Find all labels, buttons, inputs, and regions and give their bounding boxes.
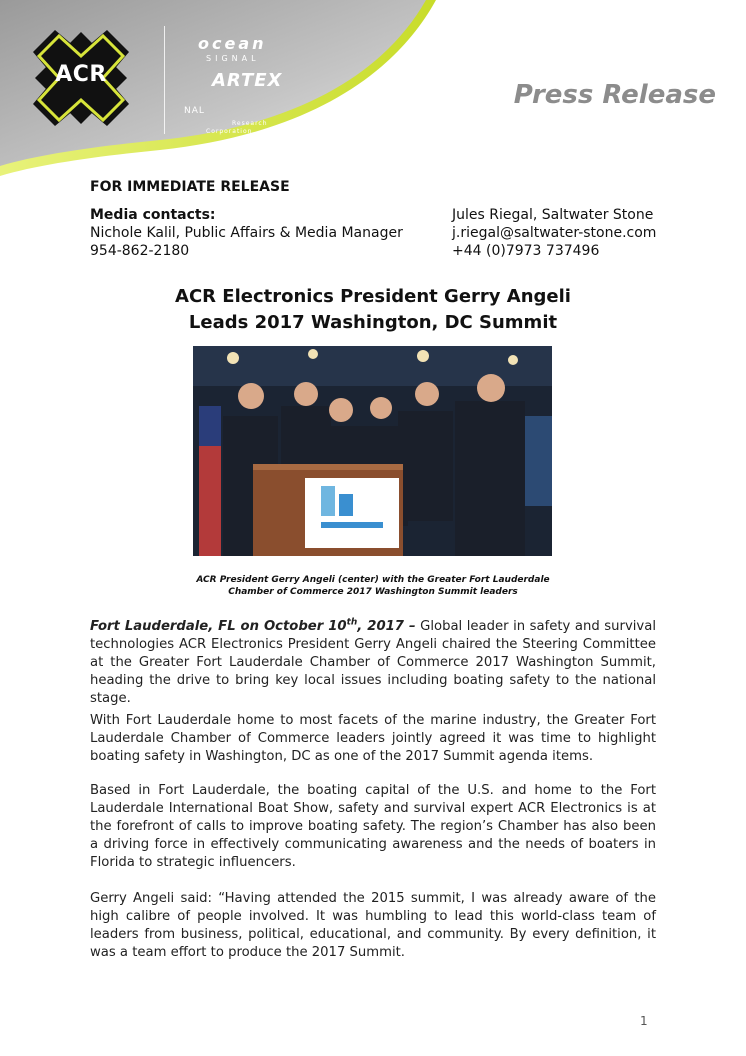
media-contacts-label: Media contacts:: [90, 207, 216, 223]
nal-research-text: Research: [232, 120, 268, 127]
page-number: 1: [640, 1014, 648, 1028]
photo-caption-line2: Chamber of Commerce 2017 Washington Summit leaders: [228, 587, 518, 597]
contact2-name: Jules Riegal, Saltwater Stone: [452, 207, 654, 223]
header-divider: [164, 26, 165, 134]
press-release-label: Press Release: [513, 80, 716, 110]
ocean-signal-logo: ocean: [198, 34, 267, 53]
headline-line2: Leads 2017 Washington, DC Summit: [188, 312, 558, 333]
paragraph-4: Gerry Angeli said: “Having attended the 2015 summit, I was already aware of the high calibre of people involved. It was humbling to lead this world-class team of leaders from business, political, educational, and community. By every definition, it was a team effort to produce the 2017 Summit.: [90, 891, 656, 960]
contact2-email: j.riegal@saltwater-stone.com: [452, 225, 657, 241]
photo-caption-line1: ACR President Gerry Angeli (center) with the Greater Fort Lauderdale: [196, 575, 550, 585]
headline-line1: ACR Electronics President Gerry Angeli: [175, 286, 571, 307]
immediate-release: FOR IMMEDIATE RELEASE: [90, 179, 290, 195]
paragraph-2: With Fort Lauderdale home to most facets of the marine industry, the Greater Fort Lauderdale Chamber of Commerce leaders jointly agreed it was time to highlight boating safety in Washington, DC as one of the 2017 Summit agenda items.: [90, 713, 656, 764]
nal-corporation-text: Corporation: [206, 128, 253, 135]
dateline: Fort Lauderdale, FL on October 10th, 2017 –: [90, 617, 416, 634]
ocean-signal-subtext: SIGNAL: [206, 54, 260, 63]
nal-logo: NAL: [184, 106, 205, 116]
paragraph-3: Based in Fort Lauderdale, the boating capital of the U.S. and home to the Fort Lauderdale International Boat Show, safety and survival expert ACR Electronics is at the forefront of calls to improve boating safety. The region’s Chamber has also been a driving force in effectively communicating awareness and the needs of boaters in Florida to strategic influencers.: [90, 783, 656, 870]
contact1-phone: 954-862-2180: [90, 243, 190, 259]
contact1-name: Nichole Kalil, Public Affairs & Media Manager: [90, 225, 403, 241]
summit-photo: [193, 346, 552, 556]
acr-logo-text: ACR: [55, 62, 107, 87]
artex-logo: ARTEX: [212, 70, 283, 91]
contact2-phone: +44 (0)7973 737496: [452, 243, 600, 259]
paragraph-1: Fort Lauderdale, FL on October 10th, 2017 – Global leader in safety and survival technologies ACR Electronics President Gerry Angeli chaired the Steering Committee at the Greater Fort Lauderdale Chamber of Commerce 2017 Washington Summit, heading the drive to bring key local issues including boating safety to the national stage.: [90, 617, 656, 706]
